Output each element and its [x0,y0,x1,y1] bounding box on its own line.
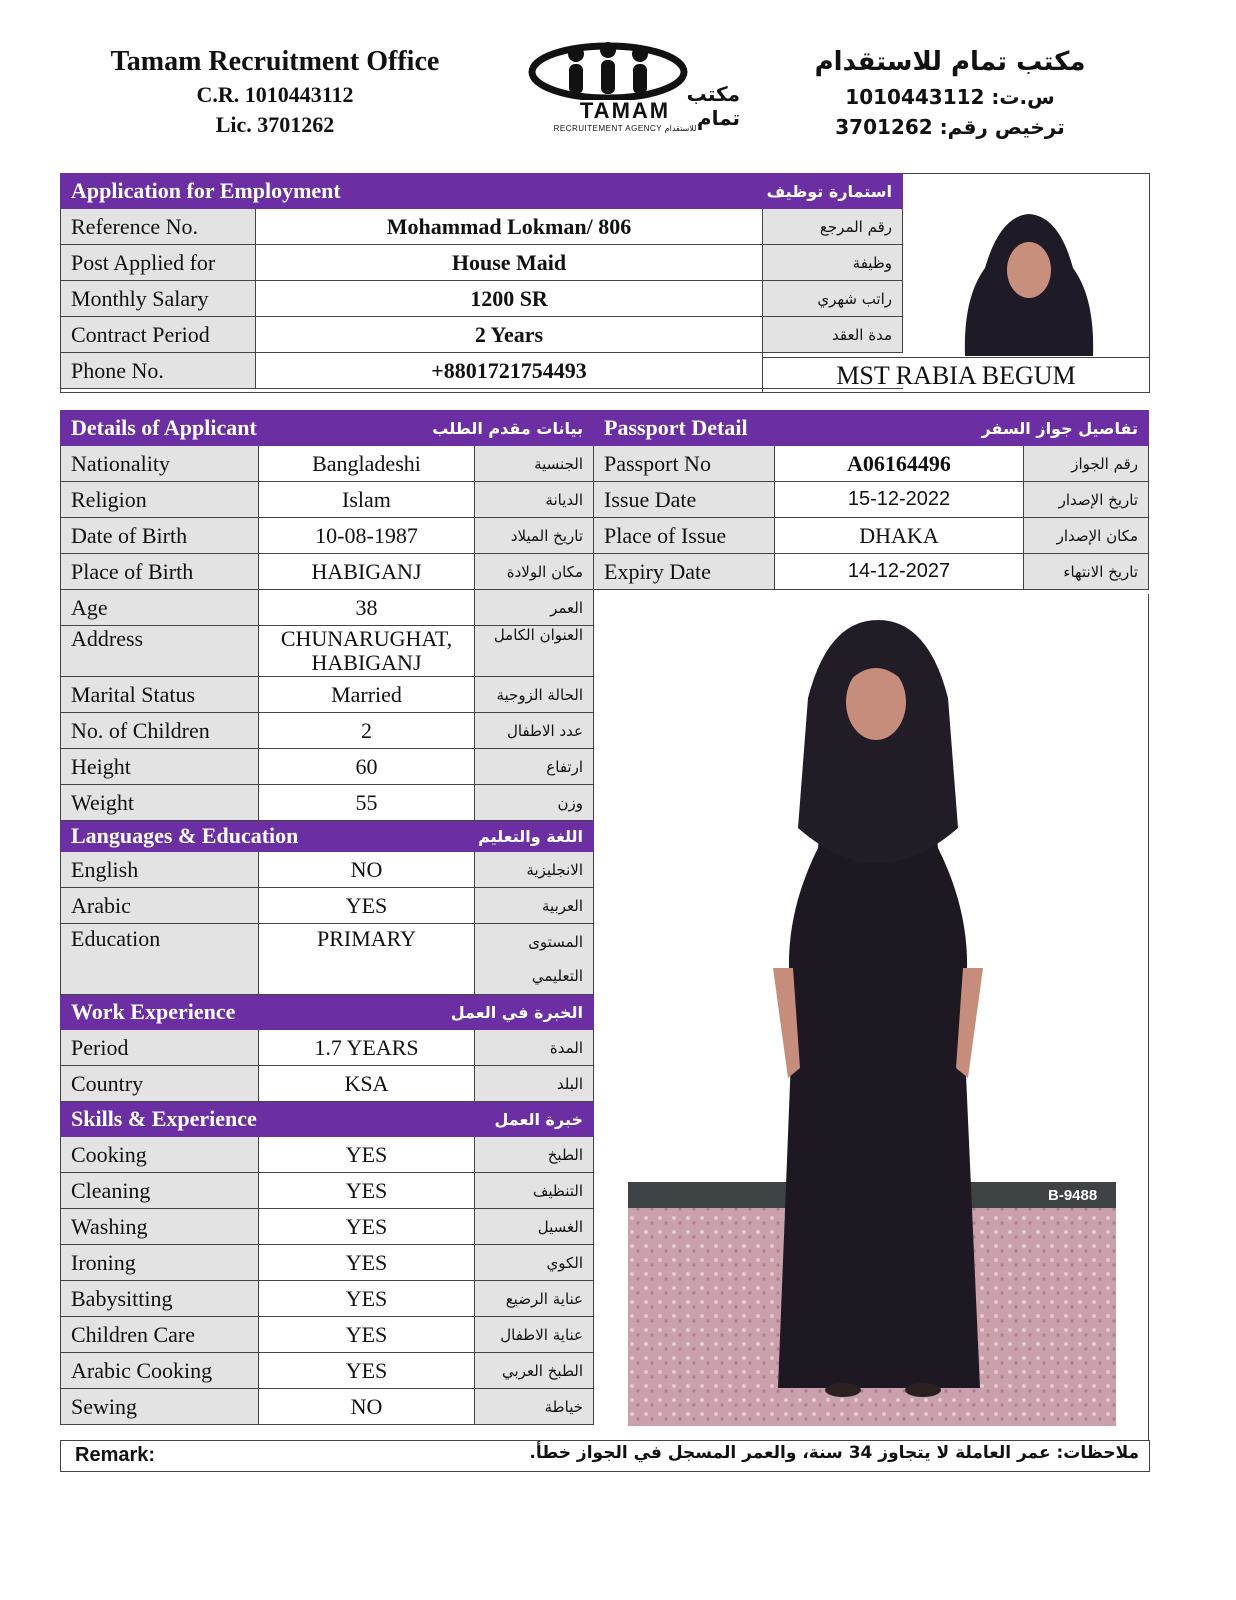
row-label-ar: الحالة الزوجية [475,677,594,713]
table-row [61,852,594,888]
applicant-name: MST RABIA BEGUM [762,357,1149,392]
table-row [61,554,594,590]
row-label-ar: راتب شهري [763,281,903,317]
row-label: Monthly Salary [61,281,256,317]
table-row [61,888,594,924]
applicant-photo-small [945,198,1113,356]
row-label: Height [61,749,259,785]
table-row [61,626,594,677]
row-label: Children Care [61,1317,259,1353]
skills-title-en: Skills & Experience [71,1106,257,1131]
row-label-ar: وظيفة [763,245,903,281]
table-row [61,1281,594,1317]
row-value: YES [259,1173,475,1209]
passport-number-value: A06164496 [775,446,1024,482]
row-label: Cooking [61,1137,259,1173]
passport-title-ar: تفاصيل جواز السفر [981,418,1138,438]
phone-label: Phone No. [61,353,256,389]
row-value: YES [259,1353,475,1389]
row-label: Sewing [61,1389,259,1425]
details-header-row [61,411,594,446]
row-label-ar: المدة [475,1030,594,1066]
row-label-ar: العربية [475,888,594,924]
tamam-logo [520,40,740,140]
row-value: 38 [259,590,475,626]
license-number-en: Lic. 3701262 [215,112,335,137]
languages-title-ar: اللغة والتعليم [478,826,583,846]
row-label: Nationality [61,446,259,482]
table-row [61,317,903,353]
row-value: YES [259,1281,475,1317]
office-header-en [60,44,490,140]
row-label: Babysitting [61,1281,259,1317]
row-label: No. of Children [61,713,259,749]
row-label: Place of Birth [61,554,259,590]
skills-title-ar: خبرة العمل [494,1109,583,1129]
row-value: 14-12-2027 [775,554,1024,590]
passport-table [593,410,1149,590]
table-row [61,1389,594,1425]
row-label-ar: عدد الاطفال [475,713,594,749]
row-label: Address [61,626,259,677]
row-label: Age [61,590,259,626]
row-label: Education [61,924,259,995]
row-label-ar: الديانة [475,482,594,518]
table-row [61,713,594,749]
row-label-ar: رقم الجواز [1024,446,1149,482]
row-label: Cleaning [61,1173,259,1209]
row-label: Weight [61,785,259,821]
table-row [61,590,594,626]
row-label-ar: مكان الولادة [475,554,594,590]
portrait-image [945,198,1113,356]
remark-label: Remark: [75,1444,156,1466]
row-label-ar: عناية الاطفال [475,1317,594,1353]
remark-bar [60,1440,1150,1472]
row-value: 15-12-2022 [775,482,1024,518]
application-title-en: Application for Employment [71,178,341,203]
row-value: PRIMARY [259,924,475,995]
table-row [594,446,1149,482]
details-title-ar: بيانات مقدم الطلب [432,418,583,438]
row-label: Arabic Cooking [61,1353,259,1389]
application-header-row [61,174,903,209]
row-value: Bangladeshi [259,446,475,482]
table-row [61,245,903,281]
row-label-ar: العمر [475,590,594,626]
languages-title-en: Languages & Education [71,823,299,848]
row-label-ar: تاريخ الإصدار [1024,482,1149,518]
row-value: DHAKA [775,518,1024,554]
row-label: Period [61,1030,259,1066]
cr-number-ar: س.ت: 1010443112 [845,85,1055,109]
application-title-ar: استمارة توظيف [766,181,893,201]
row-value: YES [259,888,475,924]
row-value: KSA [259,1066,475,1102]
row-label-ar: تاريخ الميلاد [475,518,594,554]
remark-text-ar: ملاحظات: عمر العاملة لا يتجاوز 34 سنة، والعمر المسجل في الجواز خطأ. [529,1443,1139,1463]
row-label: Reference No. [61,209,256,245]
row-value: YES [259,1209,475,1245]
row-label: Arabic [61,888,259,924]
work-header-row [61,995,594,1030]
office-header-ar [800,42,1100,142]
post-value: House Maid [256,245,763,281]
table-row [61,677,594,713]
row-value: 10-08-1987 [259,518,475,554]
row-label: Washing [61,1209,259,1245]
work-title-en: Work Experience [71,999,236,1024]
row-label-ar: عناية الرضيع [475,1281,594,1317]
row-label-ar: الانجليزية [475,852,594,888]
full-body-image [628,598,1116,1426]
row-value: 2 [259,713,475,749]
row-label-ar: تاريخ الانتهاء [1024,554,1149,590]
row-value: HABIGANJ [259,554,475,590]
row-label-ar: رقم المرجع [763,209,903,245]
row-label-ar: الغسيل [475,1209,594,1245]
row-value: YES [259,1317,475,1353]
row-label: Contract Period [61,317,256,353]
row-label-ar: الكوي [475,1245,594,1281]
languages-header-row [61,821,594,852]
passport-title-en: Passport Detail [604,415,748,440]
row-label-ar: مكان الإصدار [1024,518,1149,554]
table-row [61,924,594,995]
right-border [1148,594,1149,1440]
row-label: English [61,852,259,888]
table-row [594,482,1149,518]
row-label-ar: خياطة [475,1389,594,1425]
table-row [61,281,903,317]
passport-header-row [594,411,1149,446]
row-label: Expiry Date [594,554,775,590]
row-label: Post Applied for [61,245,256,281]
contract-value: 2 Years [256,317,763,353]
row-value: YES [259,1137,475,1173]
table-row [61,518,594,554]
table-row [61,1030,594,1066]
table-row [61,1245,594,1281]
table-row [61,1066,594,1102]
details-title-en: Details of Applicant [71,415,257,440]
table-row [594,554,1149,590]
table-row [61,1209,594,1245]
salary-value: 1200 SR [256,281,763,317]
applicant-photo-full [628,598,1116,1426]
details-table [60,410,594,1425]
row-value: 55 [259,785,475,821]
table-row [61,1317,594,1353]
row-label-ar: التنظيف [475,1173,594,1209]
row-label-ar: مدة العقد [763,317,903,353]
row-label: Marital Status [61,677,259,713]
logo-text: TAMAM [579,98,671,123]
row-value: NO [259,852,475,888]
row-label: Religion [61,482,259,518]
row-label-ar: الجنسية [475,446,594,482]
row-value: 60 [259,749,475,785]
row-label: Ironing [61,1245,259,1281]
table-row [61,785,594,821]
address-value: CHUNARUGHAT, HABIGANJ [259,626,475,677]
row-label-ar: الطبخ العربي [475,1353,594,1389]
table-row [61,209,903,245]
table-row [61,1137,594,1173]
row-label: Country [61,1066,259,1102]
table-row [594,518,1149,554]
office-title-ar: مكتب تمام للاستقدام [814,47,1086,77]
logo-subtitle: RECRUITEMENT AGENCY للاستقدام [553,124,697,133]
skills-header-row [61,1102,594,1137]
work-title-ar: الخبرة في العمل [450,1002,583,1022]
row-value: NO [259,1389,475,1425]
row-label: Place of Issue [594,518,775,554]
cr-number-en: C.R. 1010443112 [196,82,354,107]
photo-tag: B-9488 [1048,1187,1098,1204]
row-value: Islam [259,482,475,518]
row-label: Issue Date [594,482,775,518]
reference-value: Mohammad Lokman/ 806 [256,209,763,245]
table-row [61,749,594,785]
row-label: Passport No [594,446,775,482]
row-label-ar: المستوى التعليمي [475,924,594,995]
row-label-ar: ارتفاع [475,749,594,785]
row-value: 1.7 YEARS [259,1030,475,1066]
row-label: Date of Birth [61,518,259,554]
row-label-ar: وزن [475,785,594,821]
row-value: YES [259,1245,475,1281]
table-row [61,482,594,518]
table-row [61,446,594,482]
row-label-ar: الطبخ [475,1137,594,1173]
table-row [61,1353,594,1389]
row-value: Married [259,677,475,713]
license-number-ar: ترخيص رقم: 3701262 [835,115,1065,139]
logo-arabic: مكتب تمام [686,82,740,130]
phone-value: +8801721754493 [256,353,763,389]
row-label-ar: العنوان الكامل [475,626,594,677]
office-title-en: Tamam Recruitment Office [110,46,440,77]
table-row [61,1173,594,1209]
row-label-ar: البلد [475,1066,594,1102]
